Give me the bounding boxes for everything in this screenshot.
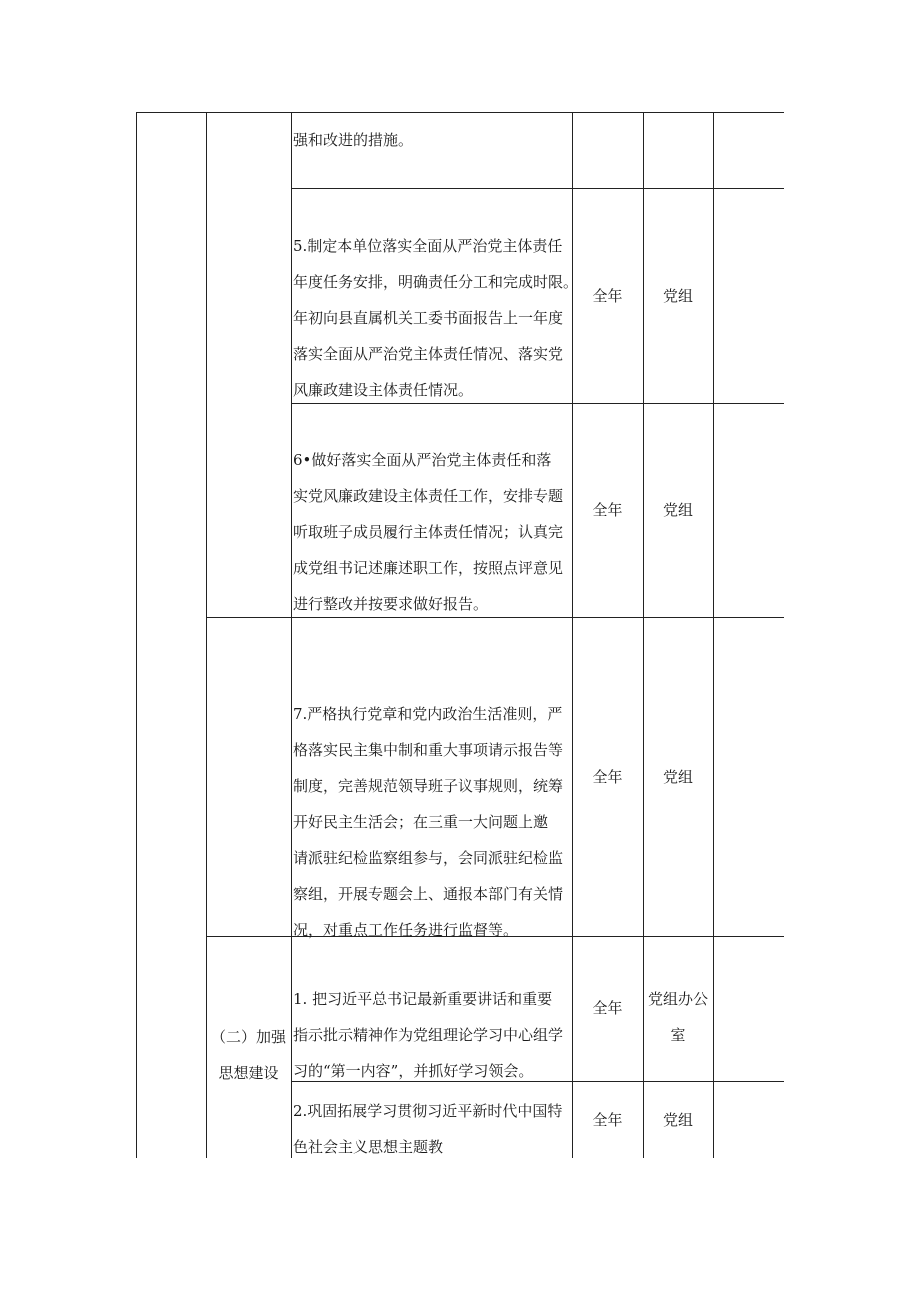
task-line: 1. 把习近平总书记最新重要讲话和重要 <box>293 990 553 1008</box>
column-divider <box>136 112 137 1158</box>
task-line: 况，对重点工作任务进行监督等。 <box>293 921 519 939</box>
task-cell <box>293 696 563 948</box>
task-line: 强和改进的措施。 <box>293 131 414 149</box>
task-line: 6•做好落实全面从严治党主体责任和落 <box>293 451 552 469</box>
owner-cell: 党组 <box>662 1111 693 1129</box>
task-line: 风廉政建设主体责任情况。 <box>293 381 474 399</box>
task-line: 5.制定本单位落实全面从严治党主体责任 <box>293 237 563 255</box>
task-line: 成党组书记述廉述职工作，按照点评意见 <box>293 559 564 577</box>
task-line: 开好民主生活会；在三重一大问题上邀 <box>293 813 549 831</box>
section-line: （二）加强 <box>210 1028 286 1046</box>
task-line: 察组，开展专题会上、通报本部门有关情 <box>293 885 564 903</box>
owner-line: 党组办公 <box>647 990 708 1008</box>
task-line: 2.巩固拓展学习贯彻习近平新时代中国特 <box>293 1102 563 1120</box>
owner-cell: 党组 <box>662 768 693 786</box>
column-divider <box>206 112 207 1158</box>
owner-cell: 党组 <box>662 287 693 305</box>
section-label <box>206 1019 291 1091</box>
owner-cell <box>643 981 713 1053</box>
task-line: 指示批示精神作为党组理论学习中心组学 <box>293 1026 564 1044</box>
task-line: 落实全面从严治党主体责任情况、落实党 <box>293 345 564 363</box>
task-line: 听取班子成员履行主体责任情况；认真完 <box>293 523 564 541</box>
time-cell: 全年 <box>592 999 623 1017</box>
task-line: 色社会主义思想主题教 <box>293 1138 444 1156</box>
time-cell: 全年 <box>592 501 623 519</box>
task-line: 7.严格执行党章和党内政治生活准则，严 <box>293 705 563 723</box>
owner-cell: 党组 <box>662 501 693 519</box>
task-cell <box>293 442 563 622</box>
task-line: 年度任务安排，明确责任分工和完成时限。 <box>293 273 579 291</box>
task-line: 制度，完善规范领导班子议事规则，统筹 <box>293 777 564 795</box>
task-line: 习的“第一内容”，并抓好学习领会。 <box>293 1062 534 1080</box>
task-line: 格落实民主集中制和重大事项请示报告等 <box>293 741 564 759</box>
task-line: 年初向县直属机关工委书面报告上一年度 <box>293 309 564 327</box>
time-cell: 全年 <box>592 1111 623 1129</box>
table-top-border <box>136 112 784 113</box>
task-cell <box>293 1093 562 1165</box>
task-cell <box>293 228 578 408</box>
task-line: 实党风廉政建设主体责任工作，安排专题 <box>293 487 564 505</box>
section-line: 思想建设 <box>218 1064 279 1082</box>
column-divider <box>713 112 714 1158</box>
task-line: 进行整改并按要求做好报告。 <box>293 595 489 613</box>
time-cell: 全年 <box>592 768 623 786</box>
task-cell <box>293 981 563 1089</box>
column-divider <box>291 112 292 1158</box>
time-cell: 全年 <box>592 287 623 305</box>
row-divider <box>291 188 784 189</box>
task-cell <box>293 122 413 158</box>
owner-line: 室 <box>670 1026 686 1044</box>
task-line: 请派驻纪检监察组参与，会同派驻纪检监 <box>293 849 564 867</box>
